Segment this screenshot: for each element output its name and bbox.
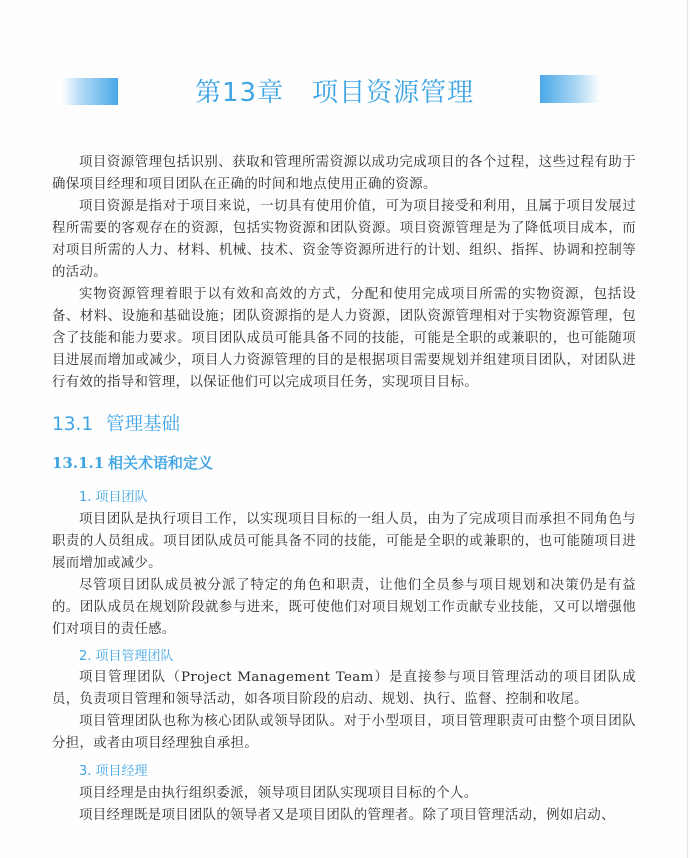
section-number: 13.1: [52, 414, 94, 435]
term-paragraph: 项目经理是由执行组织委派，领导项目团队实现项目目标的个人。: [79, 786, 478, 801]
subsection-title: 相关术语和定义: [108, 454, 214, 472]
term-paragraph: 项目团队是执行项目工作，以实现项目目标的一组人员，由为了完成项目而承担不同角色与职责的人员组成。项目团队成员可能具备不同的技能，可能是全职的或兼职的，也可能随项目进展而增加或减少。: [52, 512, 636, 571]
term-paragraph: 项目管理团队也称为核心团队或领导团队。对于小型项目，项目管理职责可由整个项目团队分担，或者由项目经理独自承担。: [52, 714, 636, 751]
term-heading-project-manager: 3. 项目经理: [79, 764, 148, 779]
term-body-project-manager: [52, 783, 636, 827]
term-heading-project-team: 1. 项目团队: [79, 490, 148, 505]
term-paragraph: 尽管项目团队成员被分派了特定的角色和职责，让他们全员参与项目规划和决策仍是有益的。团队成员在规划阶段就参与进来，既可使他们对项目规划工作贡献专业技能，又可以增强他们对项目的责任感。: [52, 578, 636, 637]
intro-section: [52, 152, 636, 394]
section-heading: [52, 410, 180, 436]
term-paragraph: 项目管理团队（Project Management Team）是直接参与项目管理活动的项目团队成员，负责项目管理和领导活动，如各项目阶段的启动、规划、执行、监督、控制和收尾。: [52, 670, 636, 707]
term-paragraph: 项目经理既是项目团队的领导者又是项目团队的管理者。除了项目管理活动，例如启动、: [79, 808, 615, 823]
chapter-number: 第13章: [195, 78, 285, 108]
subsection-heading: [52, 452, 213, 473]
intro-paragraph: 项目资源管理包括识别、获取和管理所需资源以成功完成项目的各个过程，这些过程有助于确保项目经理和项目团队在正确的时间和地点使用正确的资源。: [52, 155, 636, 192]
chapter-title: [195, 72, 474, 109]
intro-paragraph: 项目资源是指对于项目来说，一切具有使用价值，可为项目接受和利用，且属于项目发展过程所需要的客观存在的资源，包括实物资源和团队资源。项目资源管理是为了降低项目成本，而对项目所需的人力、材料、机械、技术、资金等资源所进行的计划、组织、指挥、协调和控制等的活动。: [52, 199, 636, 280]
term-heading-pm-team: 2. 项目管理团队: [79, 649, 174, 664]
chapter-title-text: 项目资源管理: [312, 78, 475, 108]
subsection-number: 13.1.1: [52, 454, 105, 472]
section-title: 管理基础: [106, 414, 181, 435]
chapter-decoration-left: [62, 78, 118, 105]
term-body-project-team: [52, 509, 636, 641]
term-body-pm-team: [52, 667, 636, 755]
chapter-decoration-right: [540, 75, 600, 103]
page-edge-line: [687, 0, 688, 858]
intro-paragraph: 实物资源管理着眼于以有效和高效的方式，分配和使用完成项目所需的实物资源，包括设备、材料、设施和基础设施；团队资源指的是人力资源，团队资源管理相对于实物资源管理，包含了技能和能力要求。项目团队成员可能具备不同的技能，可能是全职的或兼职的，也可能随项目进展而增加或减少，项目人力资源管理的目的是根据项目需要规划并组建项目团队，对团队进行有效的指导和管理，以保证他们可以完成项目任务，实现项目目标。: [52, 287, 636, 390]
